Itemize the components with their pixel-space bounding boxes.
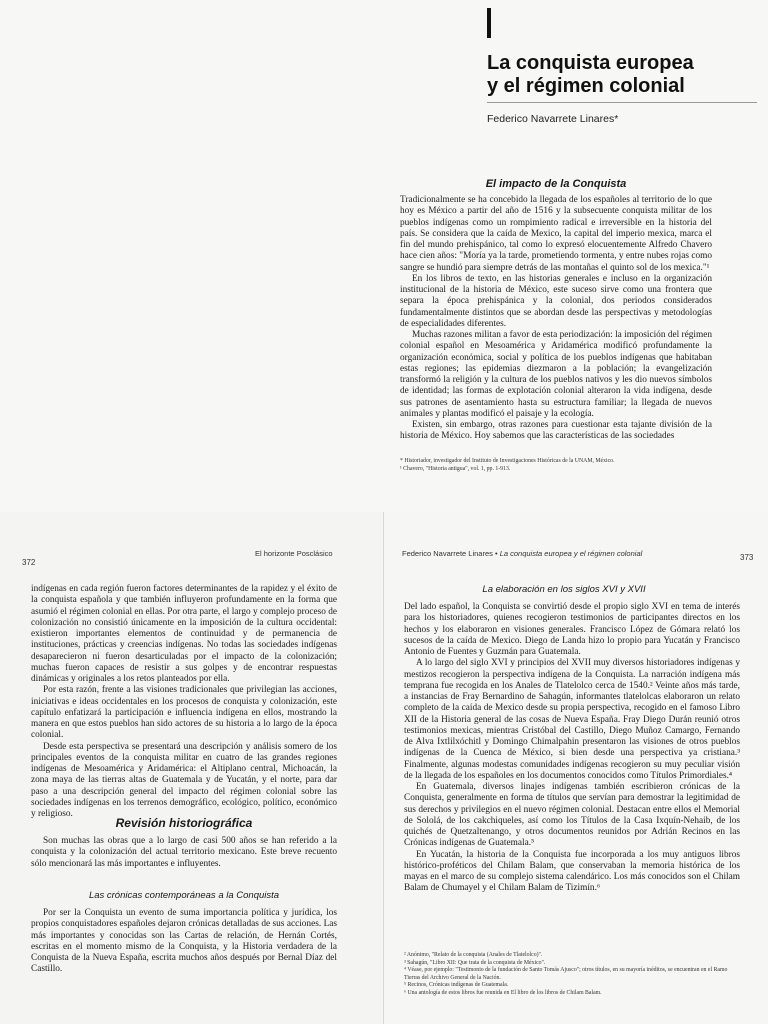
right-page-footnotes: [404, 952, 740, 998]
right-page: [384, 512, 768, 1024]
left-page-body-c: [31, 908, 337, 976]
chapter-author: Federico Navarrete Linares*: [487, 113, 619, 125]
running-head: Federico Navarrete Linares • La conquista europea y el régimen colonial: [402, 549, 643, 558]
chapter-marker-bar: [487, 8, 491, 38]
paragraph: Muchas razones militan a favor de esta periodización: la imposición del régimen colonial español en Mesoamérica y Aridamérica modificó profundamente la organización económica, social y política de los pueblos indígenas que habitaban estas regiones; las epidemias diezmaron a la población; la evangelización transformó la religión y la cultura de los pueblos nativos y les dio nuevos símbolos de identidad; las formas de explotación colonial alteraron la vida indígena, desde sus patrones de asentamiento hasta su estructura familiar; la llegada de nuevos animales y plantas modificó el paisaje y la ecología.: [400, 330, 712, 419]
page-number: 373: [740, 553, 754, 562]
paragraph: indígenas en cada región fueron factores determinantes de la rapidez y el éxito de la conquista española y que también influyeron profundamente en la forma que asumió el régimen colonial en ellas. Por otra parte, el largo y complejo proceso de colonización no consistió únicamente en la imposición de la cultura occidental: existieron importantes elementos de continuidad y de permanencia de instituciones, prácticas y creencias indígenas. No todas las sociedades indígenas desaparecieron ni fueron desarticuladas por el impacto de la colonización; muchas fueron capaces de resistir a sus golpes y de encontrar respuestas dinámicas y originales a los retos planteados por ella.: [31, 584, 337, 684]
paragraph: Desde esta perspectiva se presentará una descripción y análisis somero de los principales eventos de la conquista militar en cuatro de las grandes regiones indígenas de Mesoamérica y Aridamérica: el Altiplano central, Michoacán, la zona maya de las tierras altas de Guatemala y de Yucatán, y el norte, para dar paso a una descripción general del impacto del régimen colonial sobre las sociedades indígenas en los terrenos demográfico, ecológico, político, económico y religioso.: [31, 741, 337, 819]
top-page-body: [400, 195, 712, 443]
page-number: 372: [22, 558, 36, 567]
chapter-title: [487, 52, 757, 98]
chapter-title-line-2: y el régimen colonial: [487, 75, 685, 97]
paragraph: En Guatemala, diversos linajes indígenas también escribieron crónicas de la Conquista, generalmente en forma de títulos que servían para demostrar la legitimidad de sus derechos y privilegios en el nuevo régimen colonial. Destacan entre ellos el Memorial de Sololá, de los cakchiqueles, así como los Títulos de la Casa Ixquín-Nehaib, de los quichés de Quetzaltenango, y otros documentos reunidos por Adrián Recinos en las Crónicas indígenas de Guatemala.⁵: [404, 782, 740, 849]
left-page-body-b: [31, 836, 337, 870]
section-title-impacto: El impacto de la Conquista: [485, 178, 627, 190]
paragraph: Por esta razón, frente a las visiones tradicionales que privilegian las acciones, iniciativas e ideas occidentales en los procesos de conquista y colonización, este capítulo enfatizará la participación e influencia indígena en ellos, mostrando la manera en que estos pueblos han sido actores de su historia a lo largo de la época colonial.: [31, 685, 337, 741]
paragraph: Existen, sin embargo, otras razones para cuestionar esta tajante división de la historia de México. Hoy sabemos que las características de las sociedades: [400, 420, 712, 442]
section-title-revision: Revisión historiográfica: [115, 816, 253, 830]
paragraph: Son muchas las obras que a lo largo de casi 500 años se han referido a la conquista y la colonización del actual territorio mexicano. Este breve recuento sólo mencionará las más importantes e influyentes.: [31, 836, 337, 869]
footnote: ¹ Chavero, "Historia antigua", vol. 1, pp. 1-913.: [400, 465, 511, 472]
running-head: El horizonte Posclásico: [255, 549, 333, 558]
footnote: ⁵ Recinos, Crónicas indígenas de Guatemala.: [404, 982, 509, 989]
left-page-body-a: [31, 584, 337, 820]
subsection-title-elaboracion: La elaboración en los siglos XVI y XVII: [482, 584, 646, 595]
paragraph: Del lado español, la Conquista se convirtió desde el propio siglo XVI en tema de interés para los historiadores, quienes recogieron testimonios de participantes directos en los hechos y los elaboraron en visiones generales. Francisco López de Gómara relató los sucesos de la caída de Mexico. Diego de Landa hizo lo propio para Yucatán y Francisco Antonio de Fuentes y Guzmán para Guatemala.: [404, 602, 740, 657]
paragraph: En los libros de texto, en las historias generales e incluso en la organización institucional de la historia de México, este suceso sirve como una frontera que separa la época prehispánica y la colonial, dos periodos considerados fundamentalmente distintos que se abordan desde las perspectivas y metodologías de especialidades diferentes.: [400, 273, 712, 329]
title-rule: [487, 102, 757, 103]
paragraph: En Yucatán, la historia de la Conquista fue incorporada a los muy antiguos libros histórico-proféticos del Chilam Balam, que conservaban la memoria histórica de los mayas en el marco de su complejo sistema calendárico. Los más conocidos son el Chilam Balam de Chumayel y el Chilam Balam de Tizimín.⁶: [404, 849, 740, 894]
footnote: ⁴ Véase, por ejemplo: "Testimonio de la fundación de Santo Tomás Ajusco"; otros títulos, en su mayoría inéditos, se encuentran en el Ramo Tierras del Archivo General de la Nación.: [404, 967, 728, 981]
top-page-footnotes: [400, 458, 712, 473]
left-page: [0, 512, 384, 1024]
paragraph: Por ser la Conquista un evento de suma importancia política y jurídica, los propios conquistadores españoles dejaron crónicas detalladas de sus acciones. Las más importantes y conocidas son las Cartas de relación, de Hernán Cortés, escritas en el momento mismo de la Conquista, y la Historia verdadera de la Conquista de la Nueva España, escrita muchos años después por Bernal Díaz del Castillo.: [31, 908, 337, 975]
running-head-author: Federico Navarrete Linares: [402, 549, 493, 558]
paragraph: Tradicionalmente se ha concebido la llegada de los españoles al territorio de lo que hoy es México a partir del año de 1516 y la subsecuente conquista militar de los pueblos indígenas como un rompimiento radical e irreversible en la historia del país. Se considera que la caída de Mexico, la capital del imperio mexica, marca el fin del mundo prehispánico, tal como lo expresó elocuentemente Alfredo Chavero hace cien años: "Moría ya la tarde, prometiendo tormenta, y entre nubes rojas como sangre se hundió para siempre detrás de las montañas el quinto sol de los mexica."¹: [400, 195, 712, 273]
footnote: ³ Sahagún, "Libro XII: Que trata de la conquista de México".: [404, 959, 546, 966]
right-page-body: [404, 602, 740, 895]
footnote: ⁶ Una antología de estos libros fue reunida en El libro de los libros de Chilam Balam.: [404, 989, 602, 996]
paragraph: A lo largo del siglo XVI y principios del XVII muy diversos historiadores indígenas y mestizos recogieron la perspectiva indígena de la Conquista. La narración indígena más temprana fue recogida en los Anales de Tlatelolco cerca de 1540.² Veinte años más tarde, a instancias de Fray Bernardino de Sahagún, informantes tlatelolcas elaboraron un relato completo de la caída de Mexico desde su propia perspectiva, recogido en el famoso Libro XII de la Historia general de las cosas de Nueva España. Fray Diego Durán reunió otros testimonios mexicas, mientras Cristóbal del Castillo, Diego Muñoz Camargo, Fernando de Alva Ixtlilxóchitl y Domingo Chimalpahin presentaron las visiones de otros pueblos indígenas de la Cuenca de México, si bien desde una perspectiva ya cristiana.³ Finalmente, algunas modestas comunidades indígenas recogieron su muy peculiar visión de la llegada de los españoles en los documentos conocidos como Títulos Primordiales.⁴: [404, 658, 740, 781]
chapter-title-line-1: La conquista europea: [487, 52, 694, 74]
footnote: * Historiador, investigador del Instituto de Investigaciones Históricas de la UNAM, México.: [400, 458, 615, 464]
subsection-title-cronicas: Las crónicas contemporáneas a la Conquista: [88, 890, 280, 901]
running-head-title: La conquista europea y el régimen colonial: [499, 549, 643, 558]
footnote: ² Anónimo, "Relato de la conquista (Anales de Tlatelolco)".: [404, 952, 543, 958]
